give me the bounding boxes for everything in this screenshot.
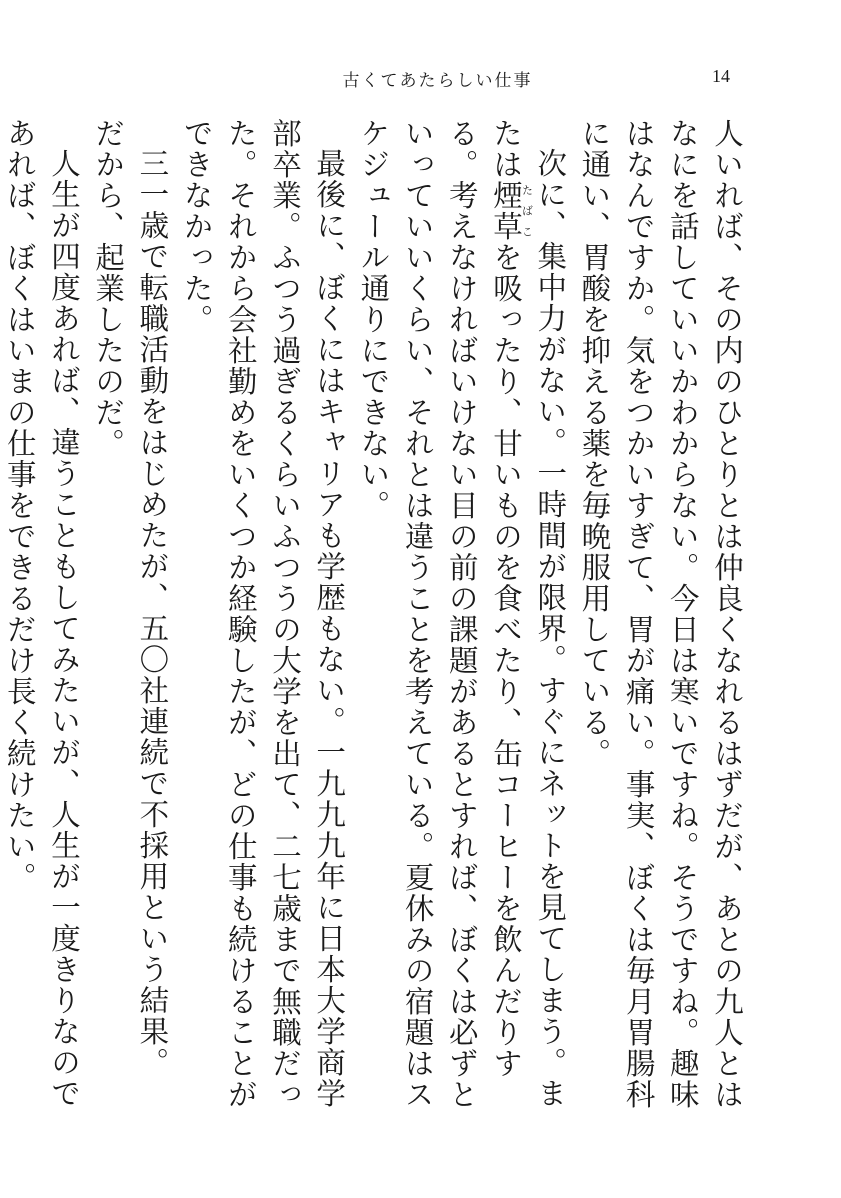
ruby-base: 煙草 xyxy=(488,180,523,242)
paragraph-4: 三一歳で転職活動をはじめたが、五〇社連続で不採用という結果。 xyxy=(135,147,170,1078)
paragraph-1: 人いれば、その内のひとりとは仲良くなれるはずだが、あとの九人とはなにを話していいかわからない。今日は寒いですね。そうですね。趣味はなんですか。気をつかいすぎて、胃が痛い。事実、ぼくは毎月胃腸科に通い、胃酸を抑える薬を毎晩服用している。 xyxy=(577,118,744,1110)
paragraph-2-part-b: を吸ったり、甘いものを食べたり、缶コーヒーを飲んだりする。考えなければいけない目の前の課題があるとすれば、ぼくは必ずといっていいくらい、それとは違うことを考えている。夏休みの宿題はスケジュール通りにできない。 xyxy=(356,118,523,1110)
paragraph-3: 最後に、ぼくにはキャリアも学歴もない。一九九九年に日本大学商学部卒業。ふつう過ぎるくらいふつうの大学を出て、二七歳まで無職だった。それから会社勤めをいくつか経験したが、どの仕事も続けることができなかった。 xyxy=(179,118,347,1110)
paragraph-5: だから、起業したのだ。 xyxy=(91,118,126,459)
paragraph-2-part-a: 次に、集中力がない。一時間が限界。すぐにネットを見てしまう。または xyxy=(488,118,568,1109)
paragraph-2 xyxy=(351,118,572,1118)
running-title: 古くてあたらしい仕事 xyxy=(342,71,533,91)
page-number: 14 xyxy=(712,66,730,86)
paragraph-6: 人生が四度あれば、違うこともしてみたいが、人生が一度きりなのであれば、ぼくはいまの仕事をできるだけ長く続けたい。 xyxy=(2,118,81,1109)
body-text xyxy=(2,118,749,1118)
ruby-reading: たばこ xyxy=(520,180,534,242)
furigana-tabako xyxy=(488,180,534,242)
